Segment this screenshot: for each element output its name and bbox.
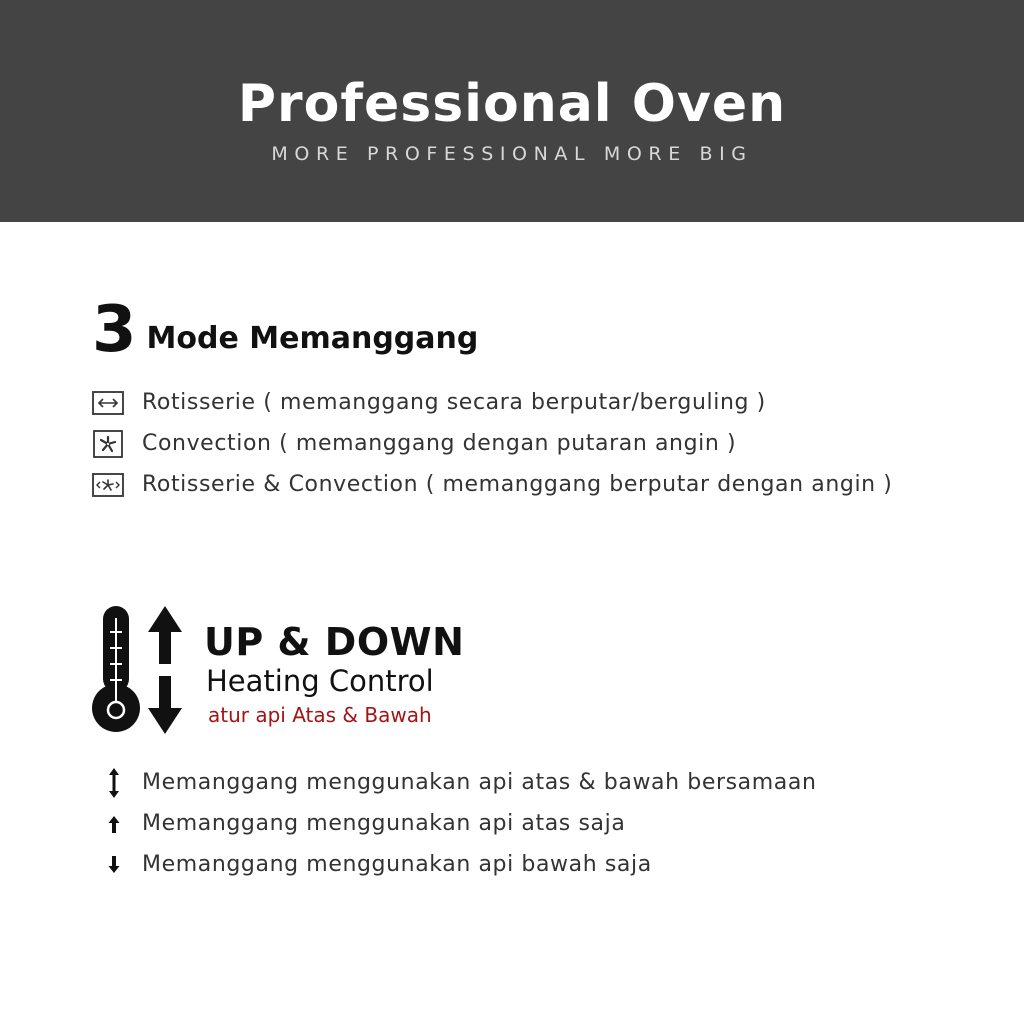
up-arrow-icon xyxy=(92,811,126,837)
list-item-label: Memanggang menggunakan api atas & bawah bersamaan xyxy=(142,770,817,795)
mode-heading xyxy=(92,292,479,367)
list-item xyxy=(92,464,893,505)
list-item xyxy=(92,382,893,423)
up-down-arrow-icon xyxy=(92,770,126,796)
list-item xyxy=(92,762,817,803)
rotisserie-icon xyxy=(92,390,126,416)
page-subtitle: MORE PROFESSIONAL MORE BIG xyxy=(271,143,753,165)
list-item xyxy=(92,803,817,844)
list-item xyxy=(92,423,893,464)
list-item-label: Memanggang menggunakan api atas saja xyxy=(142,811,626,836)
list-item-label: Rotisserie & Convection ( memanggang berputar dengan angin ) xyxy=(142,472,893,497)
heating-list xyxy=(92,762,817,885)
header-banner xyxy=(0,0,1024,222)
list-item-label: Convection ( memanggang dengan putaran angin ) xyxy=(142,431,737,456)
heating-subtitle: Heating Control xyxy=(206,664,434,698)
page-title: Professional Oven xyxy=(237,74,787,134)
rotisserie-convection-icon xyxy=(92,472,126,498)
mode-count: 3 xyxy=(92,293,137,367)
mode-list xyxy=(92,382,893,505)
list-item xyxy=(92,844,817,885)
down-arrow-icon xyxy=(92,852,126,878)
heating-note: atur api Atas & Bawah xyxy=(208,703,432,727)
thermometer-updown-icon xyxy=(90,604,190,740)
list-item-label: Memanggang menggunakan api bawah saja xyxy=(142,852,652,877)
mode-title: Mode Memanggang xyxy=(146,321,479,356)
list-item-label: Rotisserie ( memanggang secara berputar/berguling ) xyxy=(142,390,766,415)
heating-title: UP & DOWN xyxy=(204,620,465,664)
convection-fan-icon xyxy=(92,431,126,457)
